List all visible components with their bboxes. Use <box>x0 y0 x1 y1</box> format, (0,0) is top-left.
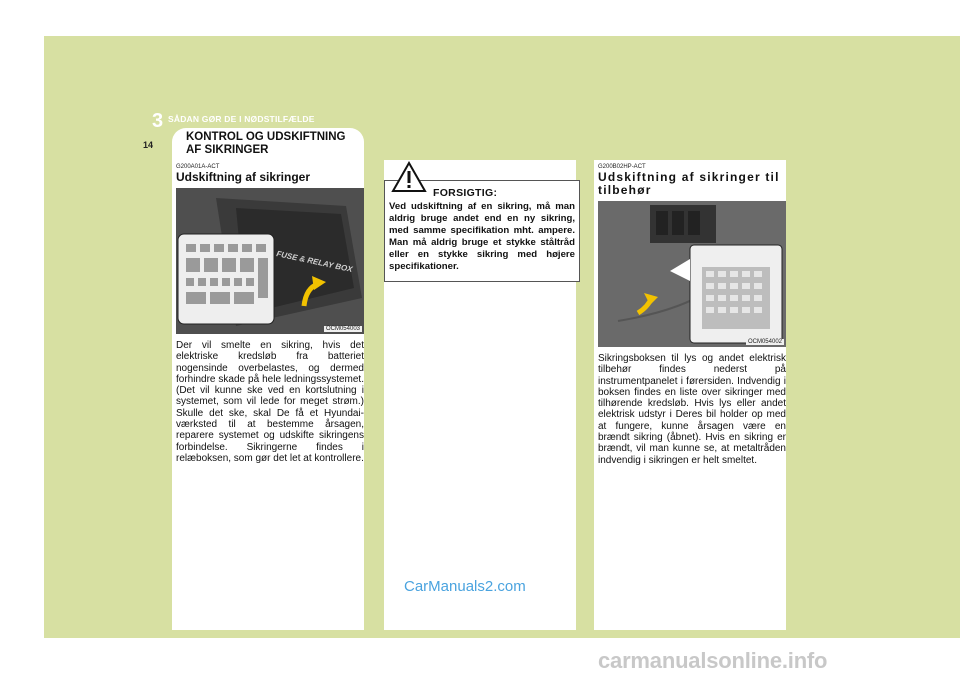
caution-text: Ved udskiftning af en sikring, må man aldrig bruge andet end en ny sikring, med samme specifikation mht. ampere. Man må aldrig bruge et stykke ståltråd eller en stykke sikring med højere specifikationer. <box>389 201 575 272</box>
photo-code: OCM054002 <box>747 339 782 345</box>
caution-title: FORSIGTIG: <box>433 187 498 199</box>
footer-brand: carmanualsonline.info <box>598 648 828 673</box>
fuse-relay-box-photo <box>176 188 364 334</box>
column-accessory-fuses <box>594 160 786 630</box>
warning-triangle-icon <box>391 161 427 193</box>
section-code: G200A01A-ACT <box>176 164 220 170</box>
accessory-fuse-panel-photo <box>598 201 786 347</box>
section-title-line2: AF SIKRINGER <box>186 144 269 156</box>
chapter-title: SÅDAN GØR DE I NØDSTILFÆLDE <box>168 114 315 124</box>
section-title-line1: KONTROL OG UDSKIFTNING <box>186 131 346 143</box>
caution-box <box>384 180 580 282</box>
column-fuse-replacement <box>172 160 364 630</box>
body-text: Sikringsboksen til lys og andet elektrisk tilbehør findes nederst på instrumentpanelet i førersiden. Indvendig i boksen findes en liste over sikringer med tilhørende kredsløb. Hvis lys eller andet elektrisk udstyr i Deres bil holder op med at fungere, kunne årsagen være en brændt sikring (åbnet). Hvis en sikring er brændt, vil man kunne se, at metaltråden indvendig i sikringen er helt smeltet. <box>598 353 786 466</box>
photo-code: OCM054003 <box>325 326 360 332</box>
chapter-number: 3 <box>152 110 164 132</box>
watermark-link[interactable]: CarManuals2.com <box>404 578 526 595</box>
page-number: 14 <box>143 140 154 150</box>
section-heading: Udskiftning af sikringer til tilbehør <box>598 170 780 197</box>
section-title <box>186 131 366 157</box>
section-code: G200B02HP-ACT <box>598 164 646 170</box>
photo-label: FUSE & RELAY BOX <box>275 249 354 275</box>
body-text: Der vil smelte en sikring, hvis det elektriske kredsløb fra batteriet nogensinde overbelastes, og dermed forhindre skade på hele ledningssystemet. (Det vil kunne ske ved en kortslutning i systemet, som vil lede for meget strøm.) Skulle det ske, skal De få et Hyundai-værksted til at bestemme årsagen, reparere systemet og udskifte sikringens forbindelse. Sikringerne findes i relæboksen, som gør det let at kontrollere. <box>176 340 364 464</box>
section-heading: Udskiftning af sikringer <box>176 170 311 184</box>
